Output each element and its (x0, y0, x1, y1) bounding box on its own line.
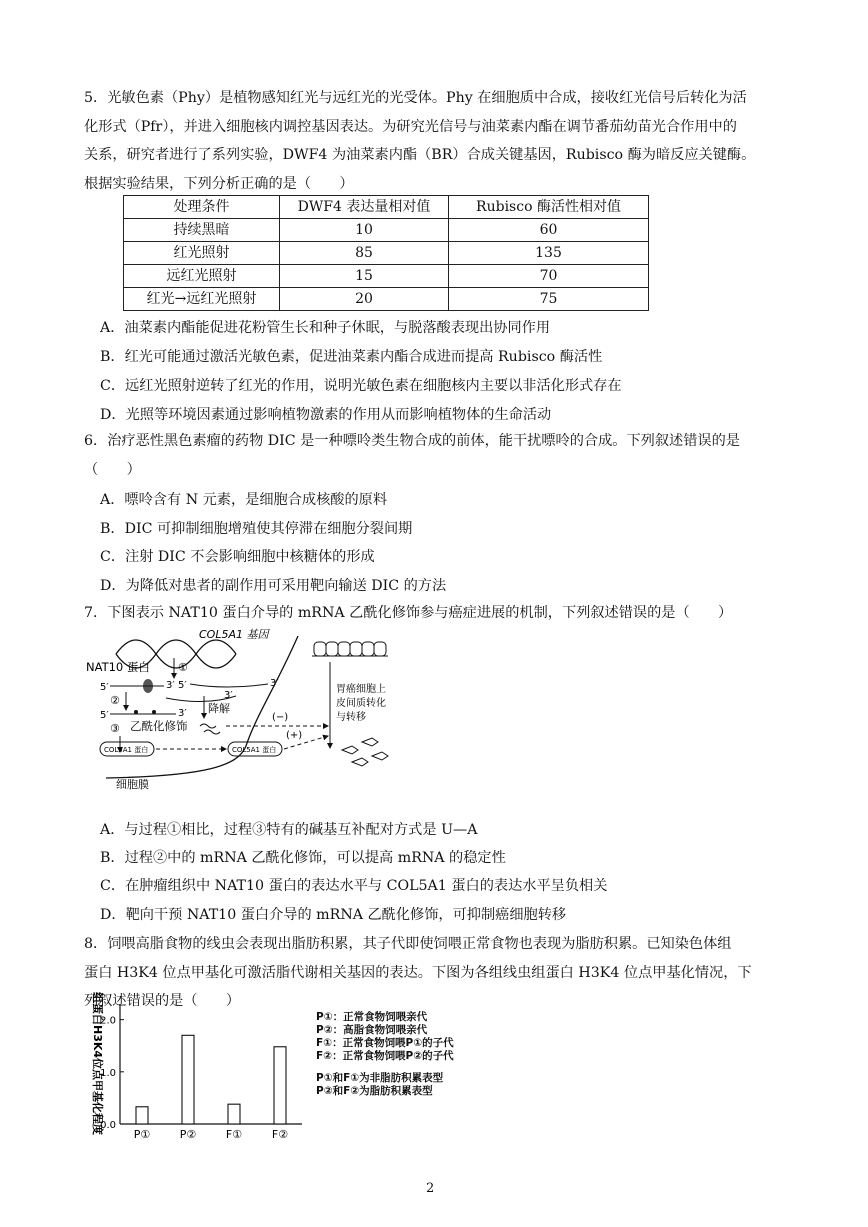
legend-item: F①：正常食物饲喂P①的子代 (316, 1037, 454, 1049)
table-cell: 20 (280, 288, 449, 311)
q5-line: 5．光敏色素（Phy）是植物感知红光与远红光的光受体。Phy 在细胞质中合成，接收红光信号后转化为活 (84, 90, 747, 106)
q5-option-a: A．油菜素内酯能促进花粉管生长和种子休眠，与脱落酸表现出协同作用 (100, 320, 551, 336)
table-header: 处理条件 (124, 196, 280, 219)
table-cell: 15 (280, 265, 449, 288)
table-cell: 85 (280, 242, 449, 265)
protein-box-label: COL5A1 蛋白 (232, 746, 277, 754)
cancer-text: 与转移 (336, 712, 366, 723)
bars (136, 1035, 286, 1124)
q7-option-b: B．过程②中的 mRNA 乙酰化修饰，可以提高 mRNA 的稳定性 (100, 850, 506, 866)
five-prime: 5′ (100, 710, 109, 721)
table-row (124, 219, 649, 242)
q6-line: （ ） (84, 461, 141, 478)
q6-option-d: D．为降低对患者的副作用可采用靶向输送 DIC 的方法 (100, 578, 447, 594)
q5-option-c: C．远红光照射逆转了红光的作用，说明光敏色素在细胞核内主要以非活化形式存在 (100, 378, 622, 394)
legend-item: P②和F②为脂肪积累表型 (316, 1085, 433, 1097)
x-tick-labels (134, 1128, 288, 1141)
q5-option-b: B．红光可能通过激活光敏色素，促进油菜素内酯合成进而提高 Rubisco 酶活性 (100, 349, 603, 365)
degrade-label: 降解 (208, 702, 230, 715)
q5-line: 关系，研究者进行了系列实验，DWF4 为油菜素内酯（BR）合成关键基因，Rubisco 酶为暗反应关键酶。 (84, 147, 756, 164)
q7-option-d: D．靶向干预 NAT10 蛋白介导的 mRNA 乙酰化修饰，可抑制癌细胞转移 (100, 907, 567, 923)
table-cell: 持续黑暗 (124, 219, 280, 242)
bar (228, 1104, 240, 1124)
legend-item: F②：正常食物饲喂P②的子代 (316, 1050, 454, 1062)
table-cell: 红光→远红光照射 (124, 288, 280, 311)
q6-option-a: A．嘌呤含有 N 元素，是细胞合成核酸的原料 (100, 492, 388, 508)
q7-line: 7．下图表示 NAT10 蛋白介导的 mRNA 乙酰化修饰参与癌症进展的机制，下列叙述错误的是（ ） (84, 605, 733, 621)
table-cell: 135 (449, 242, 649, 265)
three-prime: 3′ (270, 678, 279, 689)
protein-box-label: COL5A1 蛋白 (104, 746, 149, 754)
legend-item: P①和F①为非脂肪积累表型 (316, 1072, 444, 1084)
table-row (124, 242, 649, 265)
y-tick-label: 1.0 (100, 1067, 116, 1079)
x-tick-label: F② (271, 1128, 289, 1141)
step-2-label: ② (110, 694, 120, 707)
x-tick-label: P① (133, 1128, 151, 1141)
q6-line: 6．治疗恶性黑色素瘤的药物 DIC 是一种嘌呤类生物合成的前体，能干扰嘌呤的合成。下列叙述错误的是 (84, 433, 740, 449)
three-prime: 3′ (178, 708, 187, 719)
protein-label: NAT10 蛋白 (86, 660, 150, 674)
table-row (124, 288, 649, 311)
question-5-stem (84, 84, 794, 198)
legend-item: P②：高脂食物饲喂亲代 (316, 1024, 428, 1036)
table-cell: 70 (449, 265, 649, 288)
minus-label: (−) (272, 712, 289, 723)
table-header-row (124, 196, 649, 219)
q5-option-d: D．光照等环境因素通过影响植物激素的作用从而影响植物体的生命活动 (100, 407, 552, 423)
table-header: Rubisco 酶活性相对值 (449, 196, 649, 219)
q7-mechanism-diagram (86, 626, 406, 790)
x-tick-label: P② (179, 1128, 197, 1141)
q8-legend (316, 1011, 454, 1098)
y-axis-label: 组蛋白H3K4位点甲基化程度 (91, 992, 104, 1136)
epithelial-cells-icon (312, 642, 388, 656)
table-header: DWF4 表达量相对值 (280, 196, 449, 219)
page-number: 2 (426, 1181, 435, 1196)
cancer-text: 皮间质转化 (336, 698, 386, 709)
x-tick-label: F① (225, 1128, 243, 1141)
y-tick-label: 2.0 (100, 1015, 116, 1027)
question-6-stem (84, 427, 794, 484)
q8-line: 蛋白 H3K4 位点甲基化可激活脂代谢相关基因的表达。下图为各组线虫组蛋白 H3K4 位点甲基化情况，下 (84, 964, 752, 981)
q7-option-c: C．在肿瘤组织中 NAT10 蛋白的表达水平与 COL5A1 蛋白的表达水平呈负相关 (100, 878, 608, 894)
q6-option-c: C．注射 DIC 不会影响细胞中核糖体的形成 (100, 549, 375, 565)
q5-data-table (123, 195, 649, 311)
three-prime: 3′ (224, 690, 233, 701)
cell-membrane (106, 636, 298, 778)
question-7-stem (84, 599, 794, 628)
bar (182, 1035, 194, 1124)
bar (274, 1047, 286, 1124)
q5-line: 化形式（Pfr），并进入细胞核内调控基因表达。为研究光信号与油菜素内酯在调节番茄幼苗光合作用中的 (84, 118, 737, 135)
table-cell: 60 (449, 219, 649, 242)
three-prime: 3′ (166, 680, 175, 691)
bar (136, 1107, 148, 1124)
five-prime: 5′ (100, 682, 109, 693)
migrating-cells-icon (342, 738, 388, 766)
table-cell: 远红光照射 (124, 265, 280, 288)
y-tick-label: 0.0 (100, 1120, 116, 1131)
table-cell: 10 (280, 219, 449, 242)
q8-methylation-bar-chart (80, 988, 320, 1148)
cancer-text: 胃癌细胞上 (336, 684, 386, 695)
q7-option-a: A．与过程①相比，过程③特有的碱基互补配对方式是 U—A (100, 822, 478, 838)
membrane-label: 细胞膜 (116, 778, 149, 790)
plus-label: (+) (286, 730, 303, 741)
q6-option-b: B．DIC 可抑制细胞增殖使其停滞在细胞分裂间期 (100, 521, 413, 537)
acetyl-label: 乙酰化修饰 (130, 719, 188, 733)
q8-line: 列叙述错误的是（ ） (84, 993, 241, 1010)
table-cell: 75 (449, 288, 649, 311)
step-3-label: ③ (110, 722, 120, 735)
step-1-label: ① (178, 661, 188, 674)
legend-item: P①：正常食物饲喂亲代 (316, 1011, 428, 1023)
table-row (124, 265, 649, 288)
table-cell: 红光照射 (124, 242, 280, 265)
gene-label: COL5A1 基因 (199, 628, 269, 641)
q5-line: 根据实验结果，下列分析正确的是（ ） (84, 175, 354, 192)
five-prime: 5′ (178, 680, 187, 691)
q8-line: 8．饲喂高脂食物的线虫会表现出脂肪积累，其子代即使饲喂正常食物也表现为脂肪积累。已知染色体组 (84, 936, 732, 952)
